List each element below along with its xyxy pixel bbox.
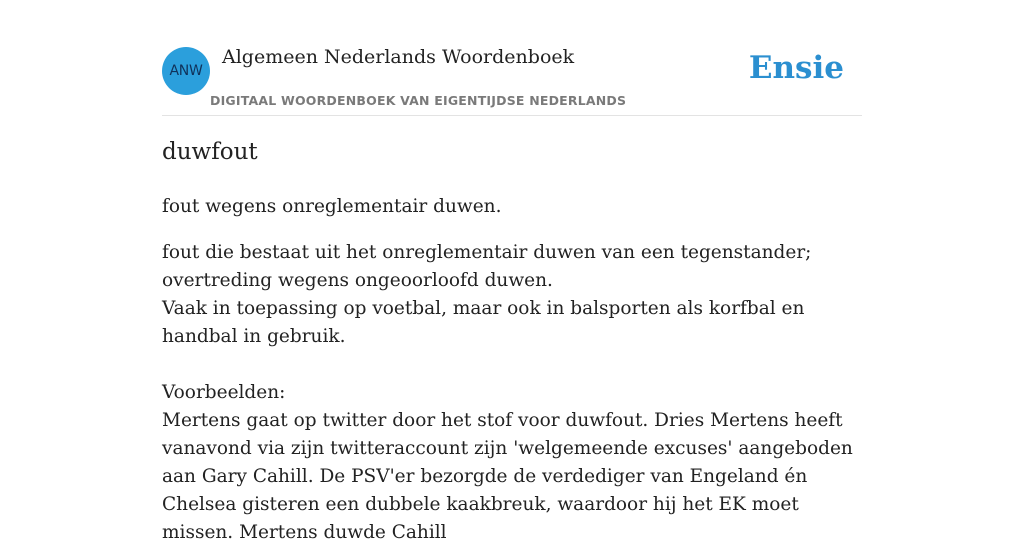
example-text: Mertens gaat op twitter door het stof voor duwfout. Dries Mertens heeft vanavond via zijn twitteraccount zijn 'welgemeende excuses' aangeboden aan Gary Cahill. De PSV'er bezorgde de verdediger van Engeland én Chelsea gisteren een dubbele kaakbreuk, waardoor hij het EK moet missen. Mertens duwde Cahill bbox=[162, 410, 853, 543]
paragraph-spacer bbox=[162, 351, 862, 379]
logo-text: ANW bbox=[169, 63, 203, 79]
entry-definition: fout die bestaat uit het onreglementair duwen van een tegenstander; overtreding wegens ongeoorloofd duwen. bbox=[162, 242, 812, 291]
site-subtitle: DIGITAAL WOORDENBOEK VAN EIGENTIJDSE NEDERLANDS bbox=[210, 93, 627, 108]
ensie-brand-link[interactable]: Ensie bbox=[748, 50, 844, 86]
entry-summary: fout wegens onreglementair duwen. bbox=[162, 196, 502, 217]
site-title[interactable]: Algemeen Nederlands Woordenboek bbox=[222, 46, 575, 68]
entry-usage: Vaak in toepassing op voetbal, maar ook in balsporten als korfbal en handbal in gebruik. bbox=[162, 298, 805, 347]
entry-body bbox=[162, 239, 862, 547]
entry-title: duwfout bbox=[162, 139, 258, 165]
page bbox=[162, 0, 862, 543]
site-header bbox=[162, 0, 862, 116]
anw-logo[interactable] bbox=[162, 47, 210, 95]
examples-label: Voorbeelden: bbox=[162, 382, 286, 403]
